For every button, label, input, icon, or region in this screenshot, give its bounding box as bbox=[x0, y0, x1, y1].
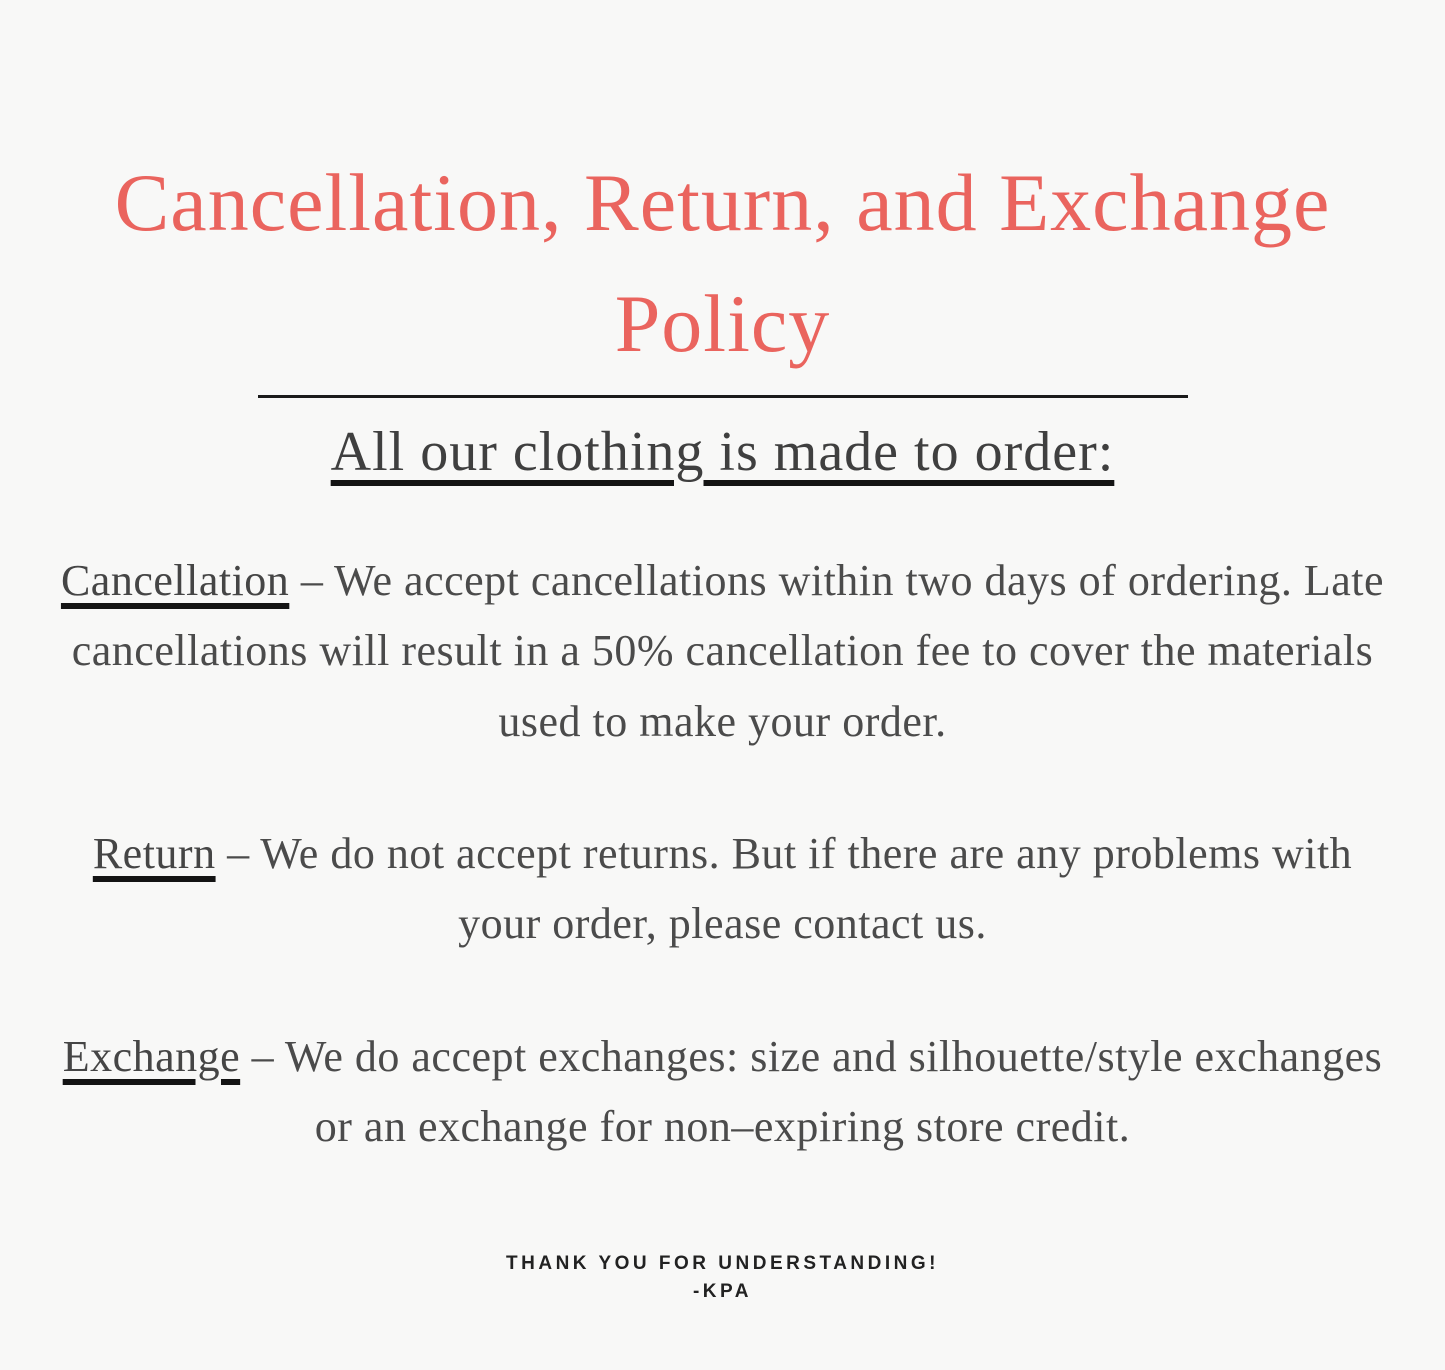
page-title-line-2: Policy bbox=[614, 278, 831, 370]
cancellation-section bbox=[58, 546, 1388, 757]
footer bbox=[0, 1250, 1445, 1305]
return-section bbox=[58, 819, 1388, 960]
cancellation-heading: Cancellation bbox=[60, 555, 290, 605]
made-to-order-heading: All our clothing is made to order: bbox=[330, 420, 1115, 483]
return-heading: Return bbox=[92, 828, 216, 878]
cancellation-body: – We accept cancellations within two days of ordering. Late cancellations will result in a 50% cancellation fee to cover the materials used to make your order. bbox=[71, 555, 1385, 746]
footer-signature: -KPA bbox=[692, 1281, 753, 1302]
return-body: – We do not accept returns. But if there are any problems with your order, please contact us. bbox=[227, 828, 1353, 949]
page-title-line-1: Cancellation, Return, and Exchange bbox=[114, 157, 1331, 248]
page-title bbox=[0, 142, 1445, 385]
footer-thanks: THANK YOU FOR UNDERSTANDING! bbox=[506, 1253, 939, 1275]
title-divider-rule bbox=[258, 395, 1188, 398]
exchange-heading: Exchange bbox=[62, 1031, 241, 1081]
exchange-body: – We do accept exchanges: size and silhouette/style exchanges or an exchange for non–expiring store credit. bbox=[251, 1031, 1383, 1152]
exchange-section bbox=[58, 1022, 1388, 1163]
